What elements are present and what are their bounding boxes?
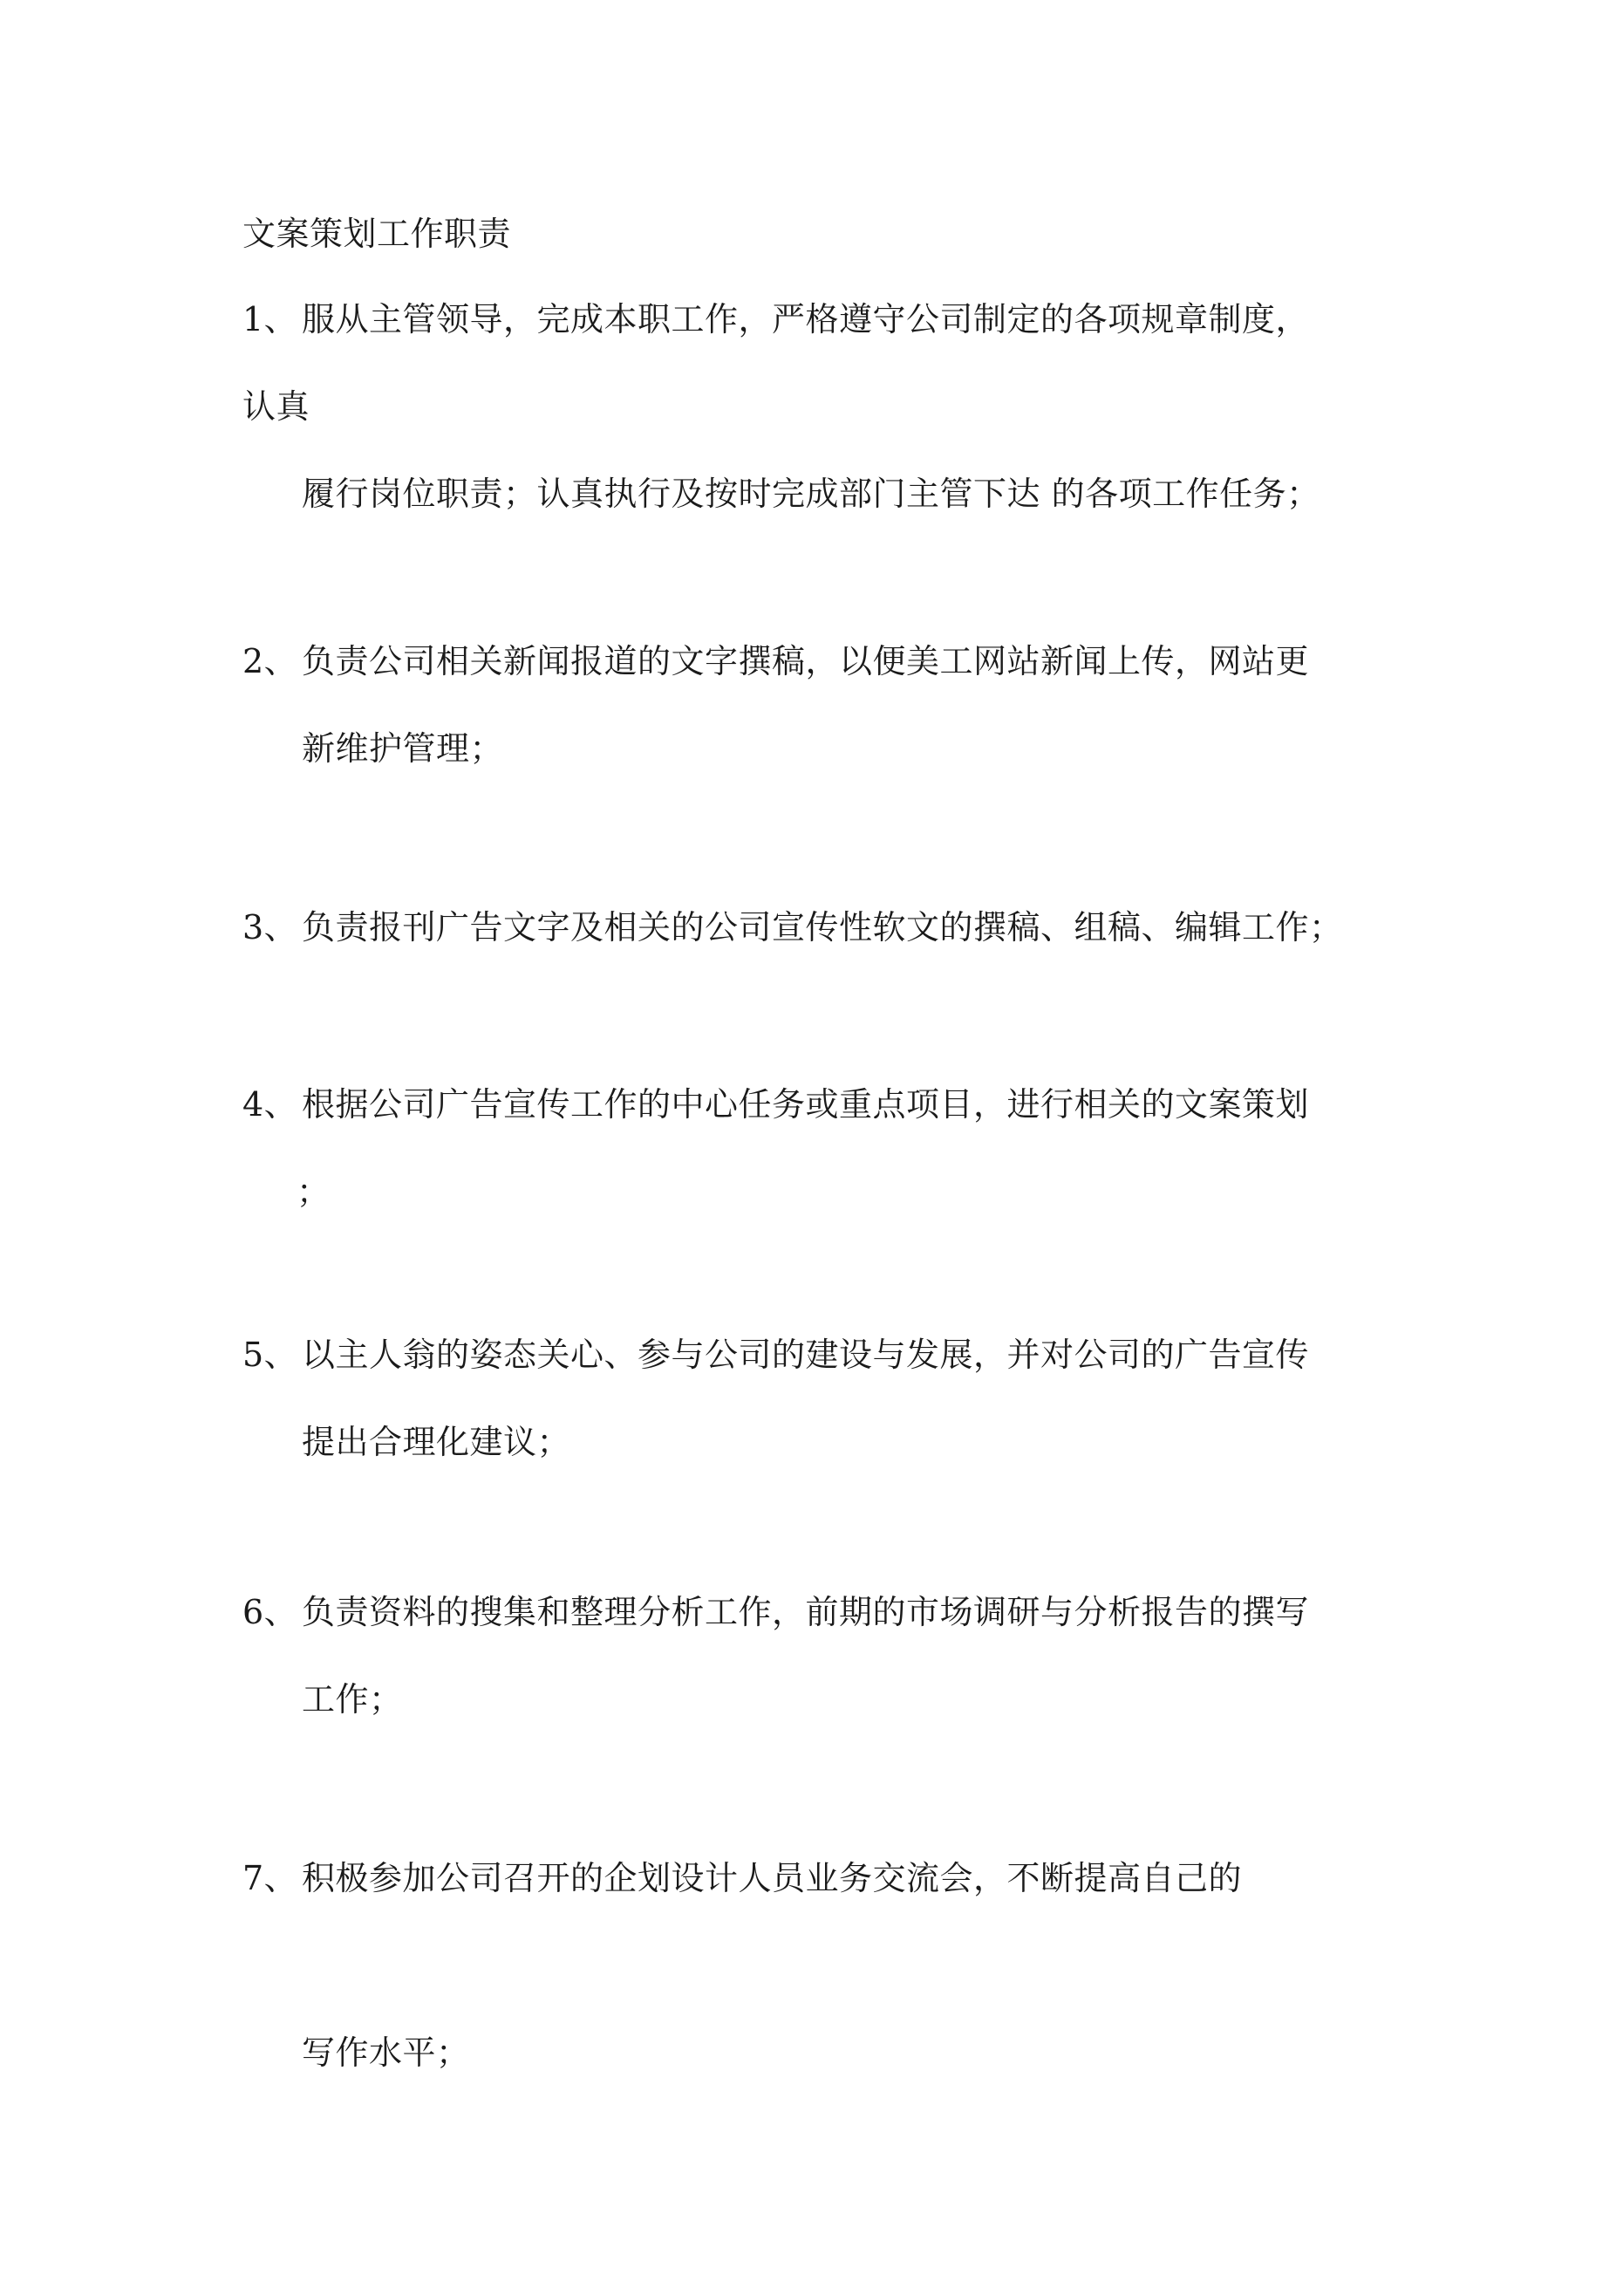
item-7-line-2: 写作水平； (302, 2033, 470, 2072)
item-5-number: 5、 (242, 1336, 298, 1374)
item-7-number: 7、 (242, 1859, 298, 1897)
item-3-number: 3、 (242, 908, 298, 946)
item-1-line-3: 履行岗位职责；认真执行及按时完成部门主管下达 的各项工作任务； (302, 475, 1320, 513)
item-1-line-1: 服从主管领导，完成本职工作，严格遵守公司制定的各项规章制度， (302, 300, 1310, 338)
item-4-line-1: 根据公司广告宣传工作的中心任务或重点项目，进行相关的文案策划 (302, 1085, 1310, 1124)
item-3-line-1: 负责报刊广告文字及相关的公司宣传性软文的撰稿、组稿、编辑工作； (302, 908, 1343, 946)
item-1-line-2: 认真 (242, 387, 310, 426)
item-2-line-1: 负责公司相关新闻报道的文字撰稿，以便美工网站新闻上传，网站更 (302, 642, 1310, 680)
item-2-number: 2、 (242, 642, 298, 680)
item-1-number: 1、 (242, 300, 298, 338)
item-2-line-2: 新维护管理； (302, 729, 504, 768)
item-6-line-1: 负责资料的搜集和整理分析工作，前期的市场调研与分析报告的撰写 (302, 1593, 1310, 1631)
item-7-line-1: 积极参加公司召开的企划设计人员业务交流会，不断提高自己的 (302, 1859, 1243, 1897)
item-4-number: 4、 (242, 1085, 298, 1124)
item-5-line-2: 提出合理化建议； (302, 1423, 571, 1461)
item-6-number: 6、 (242, 1593, 298, 1631)
document-title: 文案策划工作职责 (242, 215, 512, 253)
item-5-line-1: 以主人翁的姿态关心、参与公司的建设与发展，并对公司的广告宣传 (302, 1336, 1310, 1374)
item-4-line-2: ； (297, 1172, 331, 1211)
item-6-line-2: 工作； (302, 1680, 403, 1719)
